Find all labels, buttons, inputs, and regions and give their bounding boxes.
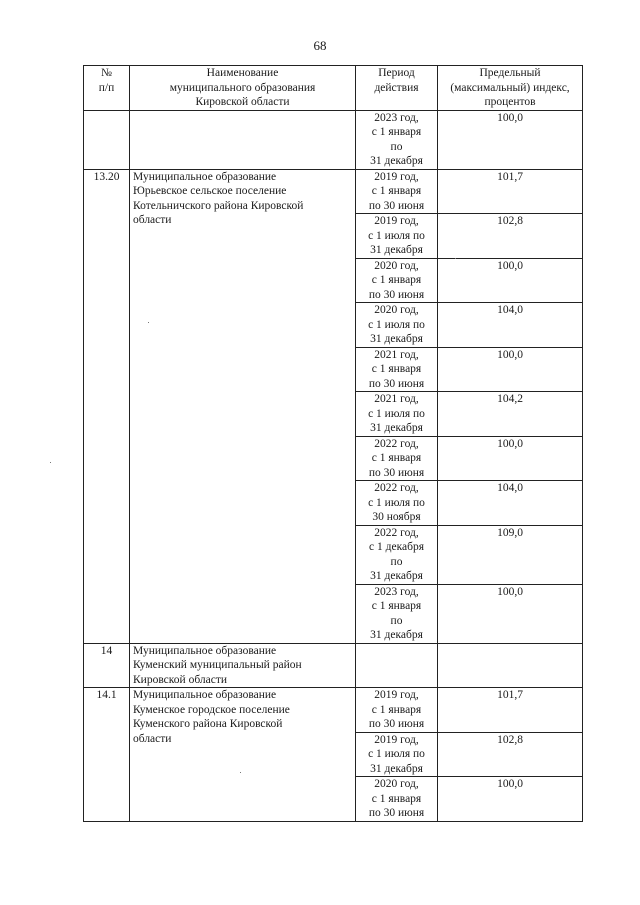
row-number: 14 [84,643,130,688]
table-body [84,110,583,821]
name-line: области [133,214,172,226]
period-line: с 1 января [371,126,422,138]
row-number: 14.1 [84,688,130,822]
table-row [84,688,583,733]
name-line: Муниципальное образование [133,644,277,657]
table-row [84,169,583,214]
period-line: по 30 июня [368,718,425,730]
period-cell [356,347,438,392]
period-line: 2022 год, [374,437,419,450]
index-value: 102,8 [438,732,583,777]
index-value: 104,2 [438,392,583,437]
period-line: по [390,614,403,627]
name-line: Кировской области [133,673,228,686]
period-cell [356,303,438,348]
period-line: с 1 января [371,274,422,286]
index-value: 104,0 [438,303,583,348]
name-line: Куменского района Кировской [133,718,283,730]
period-line: 31 декабря [370,629,423,641]
scan-speck [148,322,149,323]
index-value: 100,0 [438,110,583,169]
period-cell [356,481,438,526]
period-cell [356,643,438,688]
period-line: с 1 января [371,452,422,464]
header-index: Предельный (максимальный) индекс, процентов [438,66,583,111]
period-line: с 1 января [371,600,422,612]
period-line: с 1 июля по [368,496,425,509]
index-value: 101,7 [438,169,583,214]
period-line: 2019 год, [374,170,419,183]
period-cell [356,688,438,733]
row-number [84,110,130,169]
period-line: 2020 год, [374,304,419,316]
period-line: 31 декабря [370,333,423,345]
table-header-row [84,66,583,111]
tariff-index-table [83,65,583,822]
index-value: 100,0 [438,584,583,643]
period-line: с 1 декабря [369,541,424,553]
period-line: с 1 июля по [368,318,425,331]
scan-speck [240,772,241,773]
period-line: 2020 год, [374,259,419,272]
index-value: 101,7 [438,688,583,733]
period-line: 31 декабря [370,570,423,582]
period-line: по 30 июня [368,288,425,301]
period-cell [356,214,438,259]
name-line: Муниципальное образование [133,170,277,183]
period-cell [356,392,438,437]
period-line: 2019 год, [374,689,419,701]
header-name: Наименование муниципального образования Кировской области [130,66,356,111]
period-cell [356,732,438,777]
period-line: 2023 год, [374,585,419,598]
name-line: Куменский муниципальный район [133,659,302,671]
period-line: 31 декабря [370,244,423,256]
period-cell [356,777,438,822]
period-cell [356,258,438,303]
period-cell [356,525,438,584]
period-line: 31 декабря [370,762,423,775]
period-line: с 1 января [371,363,422,375]
period-cell [356,110,438,169]
municipality-name [130,643,356,688]
period-line: 2020 год, [374,778,419,790]
name-line: Куменское городское поселение [133,703,290,716]
header-number: № п/п [84,66,130,111]
period-line: по [390,140,403,153]
scan-speck [50,462,51,463]
row-number: 13.20 [84,169,130,643]
index-value: 100,0 [438,777,583,822]
scan-speck [455,258,456,259]
period-line: с 1 января [371,185,422,197]
index-value: 102,8 [438,214,583,259]
name-line: Муниципальное образование [133,689,277,701]
municipality-name [130,688,356,822]
period-line: с 1 января [371,792,422,805]
period-line: с 1 января [371,703,422,716]
period-cell [356,584,438,643]
municipality-name [130,110,356,169]
index-value: 100,0 [438,436,583,481]
period-line: с 1 июля по [368,748,425,760]
period-line: по [390,555,403,568]
period-line: с 1 июля по [368,407,425,420]
period-line: 31 декабря [370,422,423,434]
period-cell [356,169,438,214]
period-line: 2021 год, [374,348,419,361]
header-period: Период действия [356,66,438,111]
period-line: 31 декабря [370,155,423,167]
period-line: по 30 июня [368,466,425,479]
index-value: 104,0 [438,481,583,526]
period-line: 2019 год, [374,215,419,227]
index-value: 100,0 [438,258,583,303]
name-line: области [133,732,172,745]
period-line: по 30 июня [368,199,425,212]
period-line: 30 ноября [372,511,421,523]
municipality-name [130,169,356,643]
index-value [438,643,583,688]
period-line: 2019 год, [374,733,419,746]
index-value: 100,0 [438,347,583,392]
name-line: Котельничского района Кировской [133,199,304,212]
table-row [84,643,583,688]
index-value: 109,0 [438,525,583,584]
table-row [84,110,583,169]
period-line: 2022 год, [374,526,419,539]
period-line: по 30 июня [368,807,425,819]
page-number: 68 [313,38,327,53]
period-cell [356,436,438,481]
period-line: 2022 год, [374,482,419,494]
period-line: 2021 год, [374,393,419,405]
name-line: Юрьевское сельское поселение [133,185,287,197]
period-line: по 30 июня [368,377,425,390]
period-line: 2023 год, [374,111,419,124]
period-line: с 1 июля по [368,229,425,242]
